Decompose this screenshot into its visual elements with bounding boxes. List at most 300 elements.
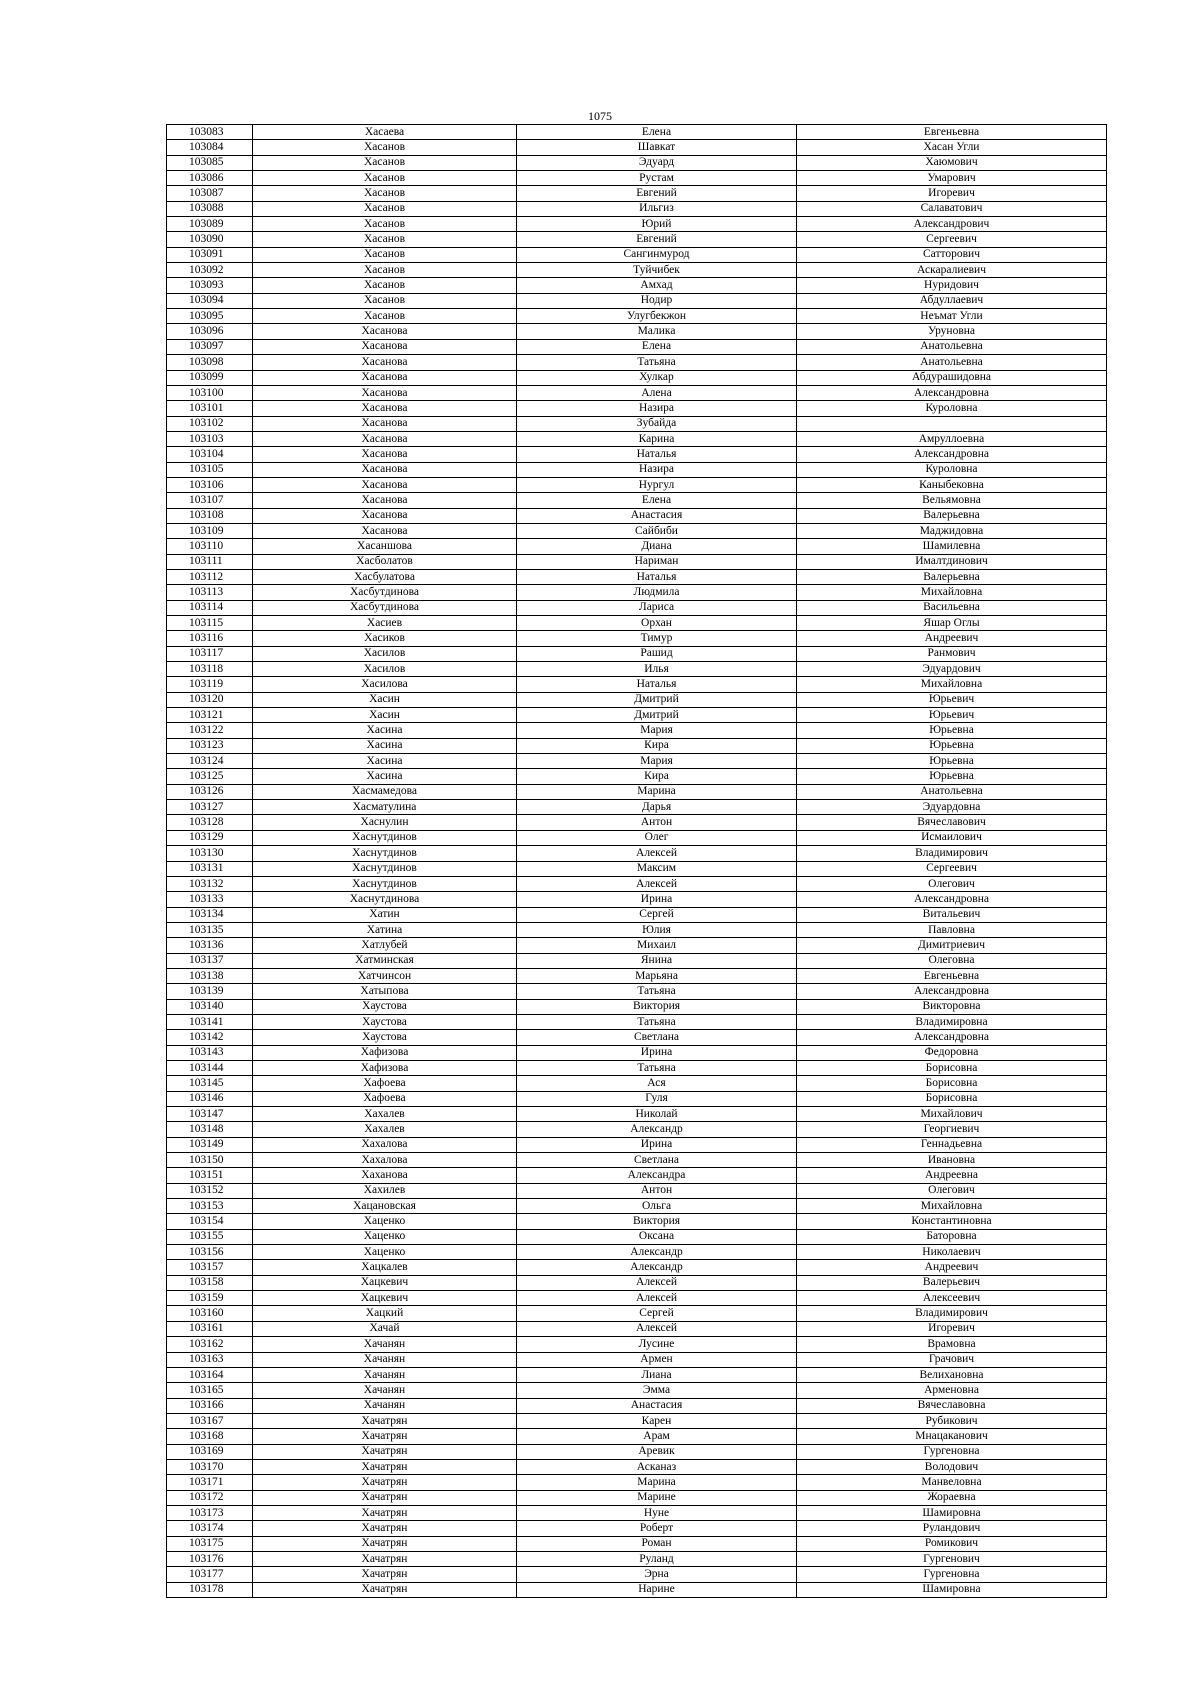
- patronymic-cell: Ромикович: [797, 1536, 1107, 1551]
- surname-cell: Хасина: [253, 754, 517, 769]
- first-name-cell: Алексей: [517, 846, 797, 861]
- patronymic-cell: Шамировна: [797, 1505, 1107, 1520]
- patronymic-cell: Валерьевна: [797, 569, 1107, 584]
- record-id-cell: 103092: [167, 263, 253, 278]
- patronymic-cell: Михайлович: [797, 1107, 1107, 1122]
- patronymic-cell: Манвеловна: [797, 1475, 1107, 1490]
- record-id-cell: 103162: [167, 1337, 253, 1352]
- surname-cell: Хачанян: [253, 1398, 517, 1413]
- first-name-cell: Сергей: [517, 1306, 797, 1321]
- record-id-cell: 103120: [167, 692, 253, 707]
- first-name-cell: Евгений: [517, 232, 797, 247]
- surname-cell: Хацкевич: [253, 1275, 517, 1290]
- patronymic-cell: Баторовна: [797, 1229, 1107, 1244]
- surname-cell: Хаснутдинов: [253, 846, 517, 861]
- surname-cell: Хасанов: [253, 217, 517, 232]
- patronymic-cell: Борисовна: [797, 1091, 1107, 1106]
- record-id-cell: 103121: [167, 708, 253, 723]
- first-name-cell: Анастасия: [517, 1398, 797, 1413]
- surname-cell: Хасбутдинова: [253, 585, 517, 600]
- surname-cell: Хацкевич: [253, 1291, 517, 1306]
- surname-cell: Хасанов: [253, 309, 517, 324]
- patronymic-cell: Владимирович: [797, 1306, 1107, 1321]
- first-name-cell: Янина: [517, 953, 797, 968]
- patronymic-cell: Гургенович: [797, 1551, 1107, 1566]
- table-row: [167, 1490, 1107, 1505]
- record-id-cell: 103124: [167, 754, 253, 769]
- surname-cell: Хасанов: [253, 140, 517, 155]
- first-name-cell: Шавкат: [517, 140, 797, 155]
- surname-cell: Хасанов: [253, 155, 517, 170]
- table-row: [167, 1245, 1107, 1260]
- table-row: [167, 830, 1107, 845]
- registry-body: [167, 125, 1107, 1598]
- patronymic-cell: Хасан Угли: [797, 140, 1107, 155]
- table-row: [167, 1567, 1107, 1582]
- patronymic-cell: Мнацаканович: [797, 1429, 1107, 1444]
- first-name-cell: Евгений: [517, 186, 797, 201]
- surname-cell: Хасанова: [253, 385, 517, 400]
- first-name-cell: Марине: [517, 1490, 797, 1505]
- first-name-cell: Руланд: [517, 1551, 797, 1566]
- patronymic-cell: Валерьевна: [797, 508, 1107, 523]
- record-id-cell: 103090: [167, 232, 253, 247]
- table-row: [167, 508, 1107, 523]
- patronymic-cell: Олегович: [797, 876, 1107, 891]
- first-name-cell: Ирина: [517, 892, 797, 907]
- patronymic-cell: Исмаилович: [797, 830, 1107, 845]
- record-id-cell: 103149: [167, 1137, 253, 1152]
- first-name-cell: Зубайда: [517, 416, 797, 431]
- surname-cell: Хасанова: [253, 508, 517, 523]
- surname-cell: Хасиков: [253, 631, 517, 646]
- table-row: [167, 263, 1107, 278]
- patronymic-cell: Михайловна: [797, 585, 1107, 600]
- surname-cell: Хасанова: [253, 447, 517, 462]
- patronymic-cell: Александровна: [797, 385, 1107, 400]
- record-id-cell: 103098: [167, 355, 253, 370]
- surname-cell: Хасболатов: [253, 554, 517, 569]
- surname-cell: Хаснулин: [253, 815, 517, 830]
- surname-cell: Хахилев: [253, 1183, 517, 1198]
- surname-cell: Хасанова: [253, 416, 517, 431]
- table-row: [167, 477, 1107, 492]
- table-row: [167, 1291, 1107, 1306]
- patronymic-cell: Сатторович: [797, 247, 1107, 262]
- surname-cell: Хасанов: [253, 278, 517, 293]
- surname-cell: Хацановская: [253, 1199, 517, 1214]
- surname-cell: Хасанова: [253, 324, 517, 339]
- surname-cell: Хасанова: [253, 523, 517, 538]
- record-id-cell: 103163: [167, 1352, 253, 1367]
- table-row: [167, 125, 1107, 140]
- surname-cell: Хахалев: [253, 1122, 517, 1137]
- table-row: [167, 385, 1107, 400]
- patronymic-cell: Павловна: [797, 922, 1107, 937]
- table-row: [167, 738, 1107, 753]
- record-id-cell: 103165: [167, 1383, 253, 1398]
- table-row: [167, 569, 1107, 584]
- first-name-cell: Ирина: [517, 1045, 797, 1060]
- record-id-cell: 103126: [167, 784, 253, 799]
- surname-cell: Хасилова: [253, 677, 517, 692]
- record-id-cell: 103154: [167, 1214, 253, 1229]
- patronymic-cell: Михайловна: [797, 677, 1107, 692]
- first-name-cell: Максим: [517, 861, 797, 876]
- first-name-cell: Хулкар: [517, 370, 797, 385]
- table-row: [167, 1337, 1107, 1352]
- patronymic-cell: Владимирович: [797, 846, 1107, 861]
- first-name-cell: Ильгиз: [517, 201, 797, 216]
- surname-cell: Хасина: [253, 769, 517, 784]
- table-row: [167, 155, 1107, 170]
- record-id-cell: 103095: [167, 309, 253, 324]
- record-id-cell: 103094: [167, 293, 253, 308]
- table-row: [167, 1536, 1107, 1551]
- surname-cell: Хатыпова: [253, 984, 517, 999]
- patronymic-cell: Федоровна: [797, 1045, 1107, 1060]
- surname-cell: Хасин: [253, 708, 517, 723]
- surname-cell: Хахалев: [253, 1107, 517, 1122]
- record-id-cell: 103146: [167, 1091, 253, 1106]
- record-id-cell: 103131: [167, 861, 253, 876]
- first-name-cell: Татьяна: [517, 1060, 797, 1075]
- patronymic-cell: Александровна: [797, 892, 1107, 907]
- first-name-cell: Эрна: [517, 1567, 797, 1582]
- record-id-cell: 103108: [167, 508, 253, 523]
- surname-cell: Хасилов: [253, 662, 517, 677]
- table-row: [167, 1199, 1107, 1214]
- table-row: [167, 861, 1107, 876]
- page-number: 1075: [588, 109, 612, 123]
- table-row: [167, 1383, 1107, 1398]
- first-name-cell: Оксана: [517, 1229, 797, 1244]
- surname-cell: Хачатрян: [253, 1429, 517, 1444]
- table-row: [167, 539, 1107, 554]
- record-id-cell: 103117: [167, 646, 253, 661]
- table-row: [167, 447, 1107, 462]
- table-row: [167, 846, 1107, 861]
- table-row: [167, 1413, 1107, 1428]
- surname-cell: Хачатрян: [253, 1444, 517, 1459]
- patronymic-cell: Олеговна: [797, 953, 1107, 968]
- patronymic-cell: Яшар Оглы: [797, 616, 1107, 631]
- patronymic-cell: Маджидовна: [797, 523, 1107, 538]
- patronymic-cell: Александрович: [797, 217, 1107, 232]
- surname-cell: Хаустова: [253, 1014, 517, 1029]
- patronymic-cell: Гургеновна: [797, 1567, 1107, 1582]
- record-id-cell: 103086: [167, 171, 253, 186]
- table-row: [167, 1398, 1107, 1413]
- first-name-cell: Алексей: [517, 1291, 797, 1306]
- surname-cell: Хасанов: [253, 171, 517, 186]
- first-name-cell: Назира: [517, 462, 797, 477]
- surname-cell: Хатчинсон: [253, 968, 517, 983]
- patronymic-cell: Алексеевич: [797, 1291, 1107, 1306]
- record-id-cell: 103097: [167, 339, 253, 354]
- first-name-cell: Светлана: [517, 1153, 797, 1168]
- table-row: [167, 1060, 1107, 1075]
- record-id-cell: 103127: [167, 800, 253, 815]
- table-row: [167, 1153, 1107, 1168]
- record-id-cell: 103114: [167, 600, 253, 615]
- table-row: [167, 1321, 1107, 1336]
- table-row: [167, 754, 1107, 769]
- record-id-cell: 103083: [167, 125, 253, 140]
- patronymic-cell: Эдуардовна: [797, 800, 1107, 815]
- record-id-cell: 103160: [167, 1306, 253, 1321]
- first-name-cell: Дмитрий: [517, 692, 797, 707]
- table-row: [167, 554, 1107, 569]
- record-id-cell: 103168: [167, 1429, 253, 1444]
- table-row: [167, 692, 1107, 707]
- record-id-cell: 103161: [167, 1321, 253, 1336]
- first-name-cell: Карен: [517, 1413, 797, 1428]
- table-row: [167, 968, 1107, 983]
- patronymic-cell: Гургеновна: [797, 1444, 1107, 1459]
- patronymic-cell: Сергеевич: [797, 232, 1107, 247]
- patronymic-cell: Анатольевна: [797, 355, 1107, 370]
- table-row: [167, 217, 1107, 232]
- table-row: [167, 339, 1107, 354]
- first-name-cell: Алексей: [517, 1275, 797, 1290]
- patronymic-cell: Борисовна: [797, 1060, 1107, 1075]
- patronymic-cell: Грачович: [797, 1352, 1107, 1367]
- first-name-cell: Дарья: [517, 800, 797, 815]
- first-name-cell: Илья: [517, 662, 797, 677]
- record-id-cell: 103123: [167, 738, 253, 753]
- record-id-cell: 103158: [167, 1275, 253, 1290]
- patronymic-cell: [797, 416, 1107, 431]
- first-name-cell: Марина: [517, 784, 797, 799]
- record-id-cell: 103142: [167, 1030, 253, 1045]
- record-id-cell: 103175: [167, 1536, 253, 1551]
- table-row: [167, 186, 1107, 201]
- first-name-cell: Марина: [517, 1475, 797, 1490]
- first-name-cell: Алена: [517, 385, 797, 400]
- table-row: [167, 1183, 1107, 1198]
- first-name-cell: Кира: [517, 769, 797, 784]
- record-id-cell: 103136: [167, 938, 253, 953]
- surname-cell: Хасанов: [253, 186, 517, 201]
- patronymic-cell: Витальевич: [797, 907, 1107, 922]
- record-id-cell: 103152: [167, 1183, 253, 1198]
- record-id-cell: 103151: [167, 1168, 253, 1183]
- first-name-cell: Сергей: [517, 907, 797, 922]
- table-row: [167, 1107, 1107, 1122]
- first-name-cell: Армен: [517, 1352, 797, 1367]
- patronymic-cell: Шамировна: [797, 1582, 1107, 1597]
- record-id-cell: 103173: [167, 1505, 253, 1520]
- patronymic-cell: Неъмат Угли: [797, 309, 1107, 324]
- patronymic-cell: Ималтдинович: [797, 554, 1107, 569]
- surname-cell: Хасанова: [253, 431, 517, 446]
- table-row: [167, 677, 1107, 692]
- record-id-cell: 103109: [167, 523, 253, 538]
- first-name-cell: Нарине: [517, 1582, 797, 1597]
- patronymic-cell: Валерьевич: [797, 1275, 1107, 1290]
- record-id-cell: 103093: [167, 278, 253, 293]
- patronymic-cell: Жораевна: [797, 1490, 1107, 1505]
- table-row: [167, 1367, 1107, 1382]
- patronymic-cell: Руландович: [797, 1521, 1107, 1536]
- table-row: [167, 247, 1107, 262]
- record-id-cell: 103157: [167, 1260, 253, 1275]
- record-id-cell: 103130: [167, 846, 253, 861]
- record-id-cell: 103099: [167, 370, 253, 385]
- surname-cell: Хачанян: [253, 1383, 517, 1398]
- table-row: [167, 708, 1107, 723]
- record-id-cell: 103129: [167, 830, 253, 845]
- first-name-cell: Тимур: [517, 631, 797, 646]
- surname-cell: Хахалова: [253, 1153, 517, 1168]
- surname-cell: Хачатрян: [253, 1582, 517, 1597]
- first-name-cell: Наталья: [517, 447, 797, 462]
- first-name-cell: Елена: [517, 493, 797, 508]
- patronymic-cell: Андреевич: [797, 631, 1107, 646]
- surname-cell: Хасилов: [253, 646, 517, 661]
- record-id-cell: 103167: [167, 1413, 253, 1428]
- table-row: [167, 1275, 1107, 1290]
- first-name-cell: Алексей: [517, 1321, 797, 1336]
- record-id-cell: 103170: [167, 1459, 253, 1474]
- table-row: [167, 1091, 1107, 1106]
- record-id-cell: 103145: [167, 1076, 253, 1091]
- first-name-cell: Людмила: [517, 585, 797, 600]
- table-row: [167, 493, 1107, 508]
- record-id-cell: 103103: [167, 431, 253, 446]
- record-id-cell: 103118: [167, 662, 253, 677]
- table-row: [167, 631, 1107, 646]
- patronymic-cell: Юрьевич: [797, 692, 1107, 707]
- patronymic-cell: Димитриевич: [797, 938, 1107, 953]
- table-row: [167, 523, 1107, 538]
- first-name-cell: Александр: [517, 1122, 797, 1137]
- patronymic-cell: Андреевна: [797, 1168, 1107, 1183]
- record-id-cell: 103110: [167, 539, 253, 554]
- table-row: [167, 1551, 1107, 1566]
- record-id-cell: 103115: [167, 616, 253, 631]
- table-row: [167, 1475, 1107, 1490]
- patronymic-cell: Эдуардович: [797, 662, 1107, 677]
- record-id-cell: 103111: [167, 554, 253, 569]
- first-name-cell: Ольга: [517, 1199, 797, 1214]
- patronymic-cell: Борисовна: [797, 1076, 1107, 1091]
- record-id-cell: 103164: [167, 1367, 253, 1382]
- record-id-cell: 103139: [167, 984, 253, 999]
- first-name-cell: Татьяна: [517, 1014, 797, 1029]
- surname-cell: Хасанова: [253, 355, 517, 370]
- surname-cell: Хаценко: [253, 1214, 517, 1229]
- first-name-cell: Амхад: [517, 278, 797, 293]
- patronymic-cell: Андреевич: [797, 1260, 1107, 1275]
- first-name-cell: Наталья: [517, 677, 797, 692]
- surname-cell: Хасбулатова: [253, 569, 517, 584]
- surname-cell: Хаснутдинов: [253, 830, 517, 845]
- first-name-cell: Мария: [517, 723, 797, 738]
- patronymic-cell: Аскаралиевич: [797, 263, 1107, 278]
- first-name-cell: Нургул: [517, 477, 797, 492]
- table-row: [167, 784, 1107, 799]
- surname-cell: Хачатрян: [253, 1521, 517, 1536]
- patronymic-cell: Михайловна: [797, 1199, 1107, 1214]
- first-name-cell: Нуне: [517, 1505, 797, 1520]
- record-id-cell: 103138: [167, 968, 253, 983]
- surname-cell: Хатина: [253, 922, 517, 937]
- surname-cell: Хасанов: [253, 232, 517, 247]
- first-name-cell: Александр: [517, 1260, 797, 1275]
- patronymic-cell: Игоревич: [797, 1321, 1107, 1336]
- table-row: [167, 201, 1107, 216]
- table-row: [167, 800, 1107, 815]
- record-id-cell: 103178: [167, 1582, 253, 1597]
- surname-cell: Хасанов: [253, 263, 517, 278]
- table-row: [167, 462, 1107, 477]
- surname-cell: Хачатрян: [253, 1475, 517, 1490]
- first-name-cell: Алексей: [517, 876, 797, 891]
- patronymic-cell: Юрьевна: [797, 723, 1107, 738]
- surname-cell: Хаустова: [253, 1030, 517, 1045]
- first-name-cell: Олег: [517, 830, 797, 845]
- patronymic-cell: Ранмович: [797, 646, 1107, 661]
- first-name-cell: Анастасия: [517, 508, 797, 523]
- surname-cell: Хаханова: [253, 1168, 517, 1183]
- first-name-cell: Наталья: [517, 569, 797, 584]
- table-row: [167, 431, 1107, 446]
- table-row: [167, 1229, 1107, 1244]
- patronymic-cell: Геннадьевна: [797, 1137, 1107, 1152]
- surname-cell: Хачатрян: [253, 1551, 517, 1566]
- patronymic-cell: Евгеньевна: [797, 968, 1107, 983]
- patronymic-cell: Юрьевна: [797, 738, 1107, 753]
- surname-cell: Хасанов: [253, 293, 517, 308]
- patronymic-cell: Каныбековна: [797, 477, 1107, 492]
- record-id-cell: 103088: [167, 201, 253, 216]
- registry-table: [166, 124, 1107, 1598]
- first-name-cell: Александр: [517, 1245, 797, 1260]
- patronymic-cell: Константиновна: [797, 1214, 1107, 1229]
- patronymic-cell: Сергеевич: [797, 861, 1107, 876]
- record-id-cell: 103140: [167, 999, 253, 1014]
- surname-cell: Хачатрян: [253, 1490, 517, 1505]
- surname-cell: Хасина: [253, 738, 517, 753]
- patronymic-cell: Юрьевна: [797, 754, 1107, 769]
- surname-cell: Хасматулина: [253, 800, 517, 815]
- surname-cell: Хасмамедова: [253, 784, 517, 799]
- first-name-cell: Эмма: [517, 1383, 797, 1398]
- first-name-cell: Александра: [517, 1168, 797, 1183]
- table-row: [167, 401, 1107, 416]
- first-name-cell: Роман: [517, 1536, 797, 1551]
- record-id-cell: 103153: [167, 1199, 253, 1214]
- first-name-cell: Асканаз: [517, 1459, 797, 1474]
- surname-cell: Хачанян: [253, 1337, 517, 1352]
- patronymic-cell: Уруновна: [797, 324, 1107, 339]
- patronymic-cell: Вячеславович: [797, 815, 1107, 830]
- table-row: [167, 1030, 1107, 1045]
- table-row: [167, 1014, 1107, 1029]
- patronymic-cell: Шамилевна: [797, 539, 1107, 554]
- first-name-cell: Эдуард: [517, 155, 797, 170]
- surname-cell: Хацкий: [253, 1306, 517, 1321]
- table-row: [167, 324, 1107, 339]
- patronymic-cell: Олегович: [797, 1183, 1107, 1198]
- table-row: [167, 1260, 1107, 1275]
- record-id-cell: 103159: [167, 1291, 253, 1306]
- surname-cell: Хафизова: [253, 1045, 517, 1060]
- surname-cell: Хатин: [253, 907, 517, 922]
- record-id-cell: 103134: [167, 907, 253, 922]
